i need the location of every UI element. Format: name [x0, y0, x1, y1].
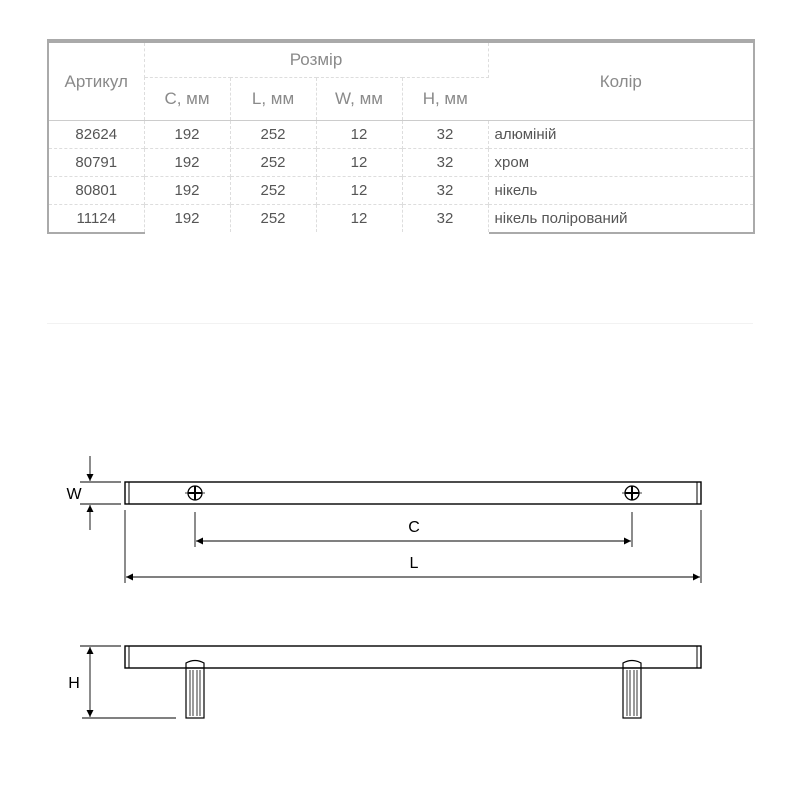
side-view [68, 646, 701, 718]
article-cell: 82624 [48, 121, 144, 149]
top-view [66, 456, 701, 583]
h-cell: 32 [402, 149, 488, 177]
w-cell: 12 [316, 177, 402, 205]
size-group-header: Розмір [144, 41, 488, 78]
color-cell: алюміній [488, 121, 754, 149]
h-cell: 32 [402, 177, 488, 205]
w-column-header: W, мм [316, 78, 402, 121]
handle-bar-side-view [125, 646, 701, 668]
c-column-header: C, мм [144, 78, 230, 121]
color-cell: нікель полірований [488, 205, 754, 234]
w-cell: 12 [316, 205, 402, 234]
handle-bar-top-view [125, 482, 701, 504]
c-cell: 192 [144, 205, 230, 234]
screw-hole-right-icon [622, 486, 642, 500]
leg-right [623, 661, 641, 719]
article-cell: 80791 [48, 149, 144, 177]
h-column-header: H, мм [422, 89, 468, 108]
w-cell: 12 [316, 149, 402, 177]
l-cell: 252 [230, 205, 316, 234]
c-cell: 192 [144, 177, 230, 205]
color-cell: хром [488, 149, 754, 177]
h-dimension [68, 646, 176, 718]
l-column-header: L, мм [230, 78, 316, 121]
c-cell: 192 [144, 121, 230, 149]
color-header: Колір [599, 71, 642, 91]
w-dimension-label: W [66, 486, 82, 503]
h-dimension-label: H [68, 675, 80, 692]
w-cell: 12 [316, 121, 402, 149]
l-cell: 252 [230, 149, 316, 177]
w-dimension [66, 456, 121, 530]
color-cell: нікель [488, 177, 754, 205]
l-cell: 252 [230, 121, 316, 149]
l-dimension-label: L [409, 555, 419, 572]
c-dimension-label: C [408, 519, 420, 536]
h-cell: 32 [402, 205, 488, 234]
h-cell: 32 [402, 121, 488, 149]
article-header: Артикул [48, 41, 144, 121]
leg-left [186, 661, 204, 719]
article-cell: 11124 [48, 205, 144, 234]
c-dimension [195, 512, 632, 547]
l-cell: 252 [230, 177, 316, 205]
c-cell: 192 [144, 149, 230, 177]
article-cell: 80801 [48, 177, 144, 205]
screw-hole-left-icon [185, 486, 205, 500]
